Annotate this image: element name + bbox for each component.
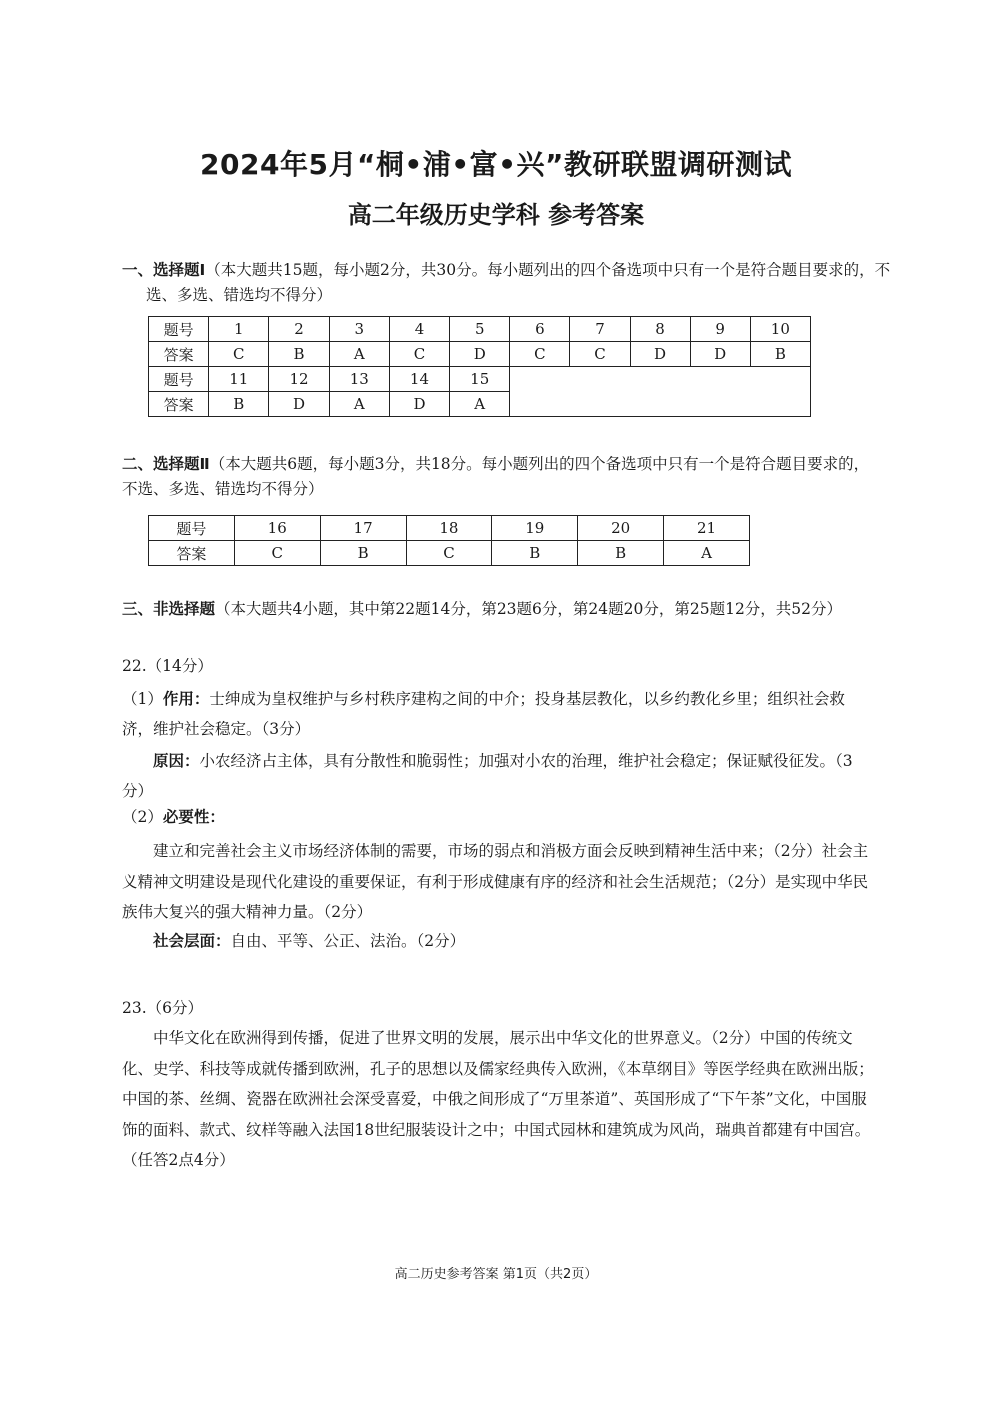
answer-cell: D (450, 342, 510, 367)
answer-cell: C (406, 541, 492, 566)
question-number: 18 (406, 516, 492, 541)
q22-reason-text: 小农经济占主体，具有分散性和脆弱性；加强对小农的治理，维护社会稳定；保证赋役征发。（3分） (122, 752, 853, 800)
question-number: 9 (690, 317, 750, 342)
section1-label: 一、选择题Ⅰ (122, 261, 206, 279)
answer-cell: B (750, 342, 810, 367)
table-row (149, 367, 811, 392)
section2-label: 二、选择题Ⅱ (122, 455, 210, 473)
q22-part2-heading (122, 805, 874, 830)
question-number: 16 (234, 516, 320, 541)
answer-cell: B (492, 541, 578, 566)
row-label-question: 题号 (149, 516, 235, 541)
q22-social-label: 社会层面： (153, 932, 231, 950)
question-number: 15 (450, 367, 510, 392)
answer-cell: C (234, 541, 320, 566)
question-number: 12 (269, 367, 329, 392)
question-number: 6 (510, 317, 570, 342)
question-number: 11 (209, 367, 269, 392)
answer-cell: B (578, 541, 664, 566)
question-number: 3 (329, 317, 389, 342)
section2-intro (122, 452, 874, 502)
section2-text: （本大题共6题，每小题3分，共18分。每小题列出的四个备选项中只有一个是符合题目要求的，不选、多选、错选均不得分） (122, 455, 870, 498)
question-number: 4 (389, 317, 449, 342)
row-label-question: 题号 (149, 367, 209, 392)
empty-cell (510, 367, 811, 417)
question-number: 1 (209, 317, 269, 342)
answer-cell: D (269, 392, 329, 417)
q22-reason-label: 原因： (153, 752, 200, 770)
question-number: 5 (450, 317, 510, 342)
answer-cell: D (389, 392, 449, 417)
q23-text: 中华文化在欧洲得到传播，促进了世界文明的发展，展示出中华文化的世界意义。（2分）中国的传统文化、史学、科技等成就传播到欧洲，孔子的思想以及儒家经典传入欧洲，《本草纲目》等医学经典在欧洲出版；中国的茶、丝绸、瓷器在欧洲社会深受喜爱，中俄之间形成了“万里茶道”、英国形成了“下午茶”文化，中国服饰的面料、款式、纹样等融入法国18世纪服装设计之中；中国式园林和建筑成为风尚，瑞典首都建有中国宫。（任答2点4分） (122, 1029, 874, 1169)
row-label-answer: 答案 (149, 342, 209, 367)
answer-cell: C (389, 342, 449, 367)
page-footer: 高二历史参考答案 第1页（共2页） (394, 1267, 598, 1282)
question-number: 13 (329, 367, 389, 392)
question-number: 20 (578, 516, 664, 541)
answer-cell: A (450, 392, 510, 417)
table-row (149, 342, 811, 367)
answer-cell: A (329, 342, 389, 367)
question-number: 7 (570, 317, 630, 342)
q22-necessity-label: 必要性： (162, 808, 225, 826)
question-number: 8 (630, 317, 690, 342)
question-number: 21 (664, 516, 750, 541)
q22-part1-reason (122, 746, 874, 806)
q22-effect-text: 士绅成为皇权维护与乡村秩序建构之间的中介；投身基层教化，以乡约教化乡里；组织社会救济，维护社会稳定。（3分） (122, 690, 845, 738)
row-label-question: 题号 (149, 317, 209, 342)
page-title: 2024年5月“桐•浦•富•兴”教研联盟调研测试 (200, 148, 792, 181)
q22-part2-prefix: （2） (122, 808, 163, 826)
q22-necessity-text: 建立和完善社会主义市场经济体制的需要，市场的弱点和消极方面会反映到精神生活中来；（2分）社会主义精神文明建设是现代化建设的重要保证，有利于形成健康有序的经济和社会生活规范；（2分）是实现中华民族伟大复兴的强大精神力量。（2分） (122, 842, 869, 921)
q22-heading: 22.（14分） (122, 657, 213, 675)
section1-text: （本大题共15题，每小题2分，共30分。每小题列出的四个备选项中只有一个是符合题目要求的，不选、多选、错选均不得分） (146, 261, 891, 304)
answer-cell: C (510, 342, 570, 367)
section1-answer-table (148, 316, 811, 417)
q22-part1-prefix: （1） (122, 690, 163, 708)
table-row (149, 317, 811, 342)
answer-cell: B (209, 392, 269, 417)
q22-social-level (122, 929, 874, 954)
answer-cell: A (664, 541, 750, 566)
answer-cell: B (269, 342, 329, 367)
question-number: 19 (492, 516, 578, 541)
question-number: 14 (389, 367, 449, 392)
section3-label: 三、非选择题 (122, 600, 216, 618)
section2-answer-table (148, 515, 750, 566)
table-row (149, 541, 750, 566)
answer-cell: B (320, 541, 406, 566)
answer-cell: C (209, 342, 269, 367)
question-number: 2 (269, 317, 329, 342)
answer-cell: D (630, 342, 690, 367)
section1-intro (122, 258, 898, 308)
q23-heading: 23.（6分） (122, 999, 204, 1017)
page-subtitle: 高二年级历史学科 参考答案 (347, 201, 645, 229)
q22-social-text: 自由、平等、公正、法治。（2分） (230, 932, 466, 950)
table-row (149, 516, 750, 541)
row-label-answer: 答案 (149, 541, 235, 566)
section3-text: （本大题共4小题，其中第22题14分，第23题6分，第24题20分，第25题12分，共52分） (215, 600, 843, 618)
answer-cell: A (329, 392, 389, 417)
row-label-answer: 答案 (149, 392, 209, 417)
section3-intro (122, 597, 874, 622)
answer-cell: C (570, 342, 630, 367)
answer-cell: D (690, 342, 750, 367)
question-number: 10 (750, 317, 810, 342)
q22-part1-effect (122, 684, 874, 744)
question-number: 17 (320, 516, 406, 541)
q22-effect-label: 作用： (162, 690, 210, 708)
